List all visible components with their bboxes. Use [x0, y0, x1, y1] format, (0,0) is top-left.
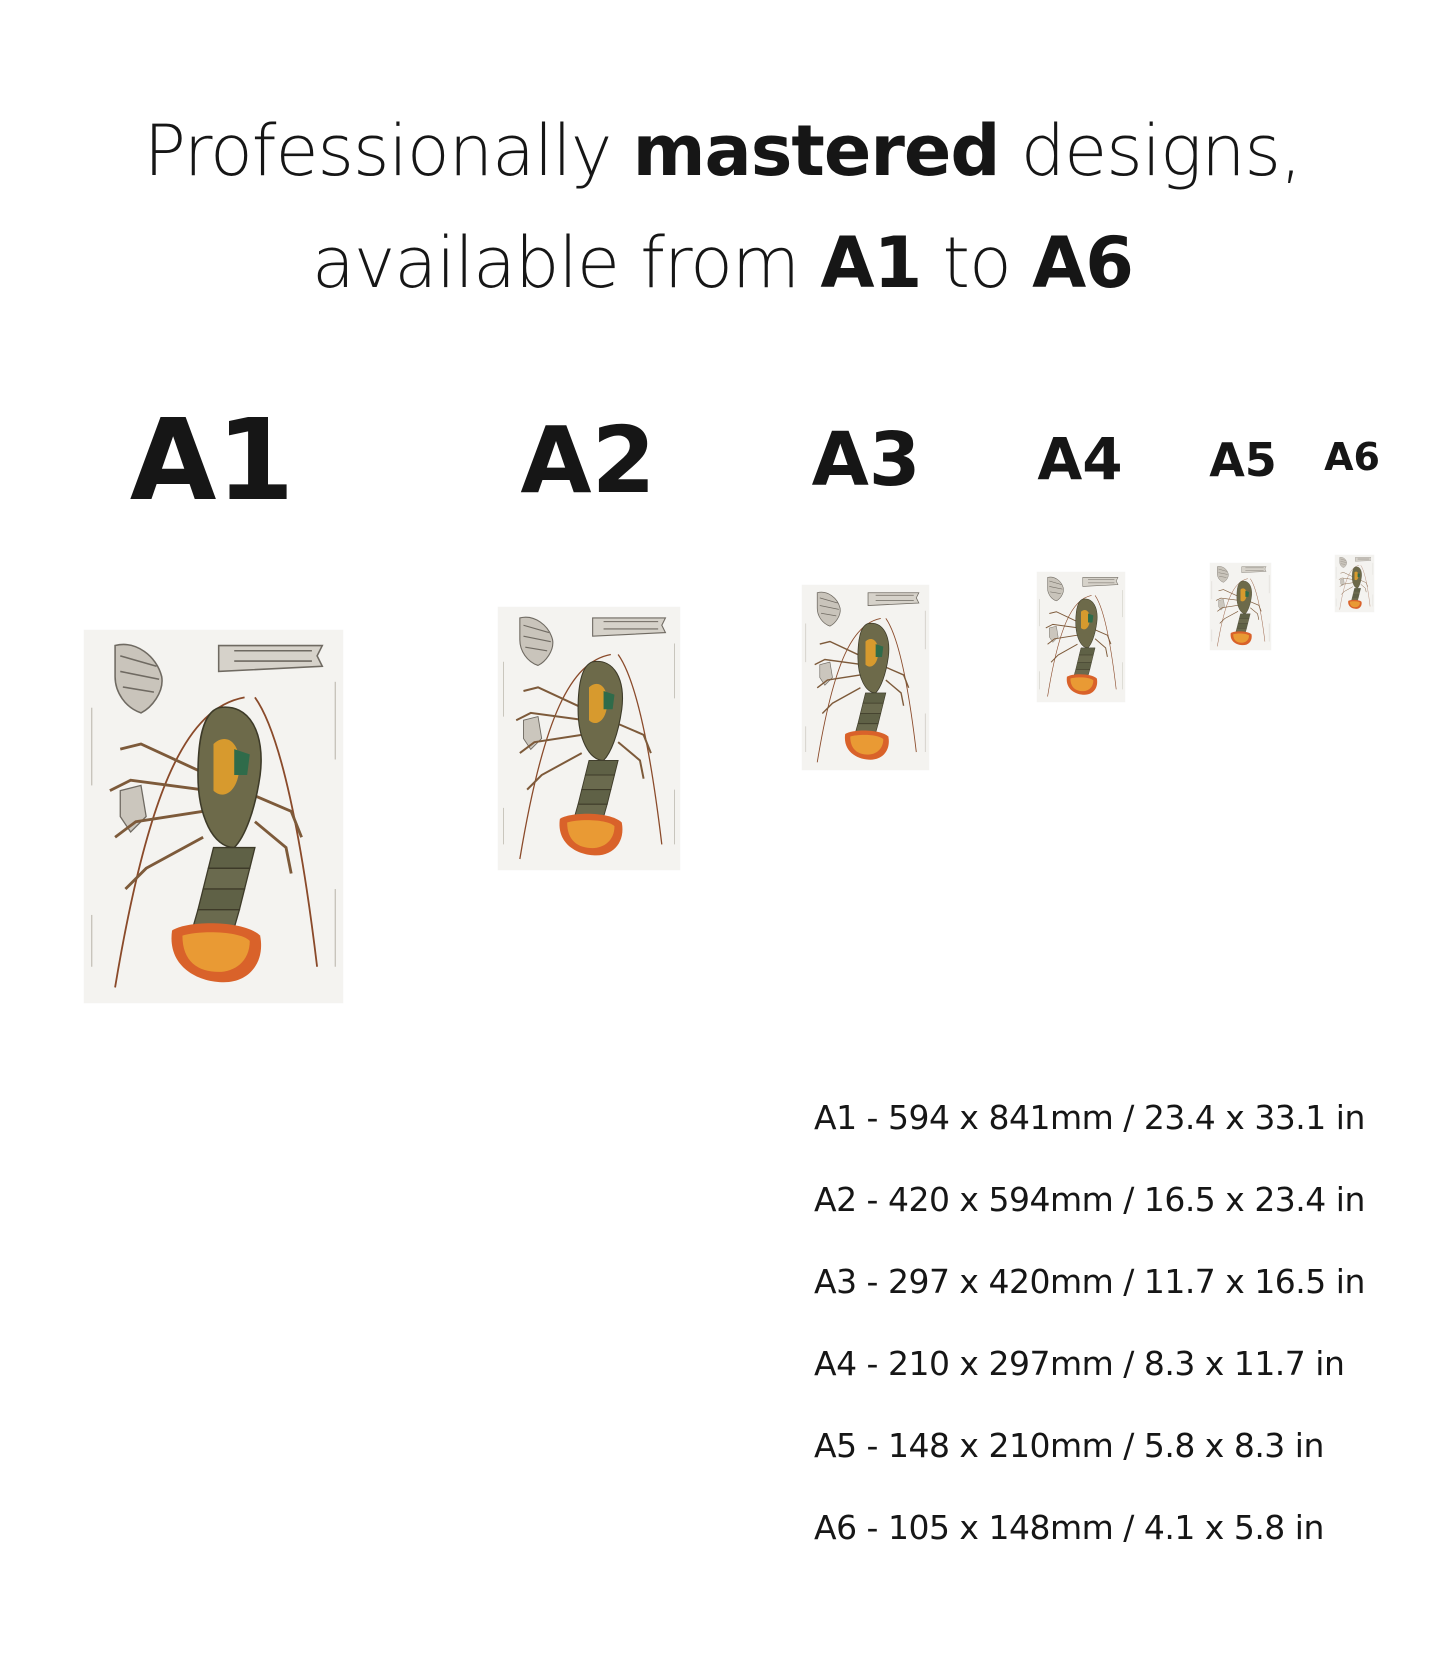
lobster-illustration-icon: [1037, 572, 1125, 702]
poster-a2: [498, 607, 680, 870]
size-specs-list: [814, 1088, 1365, 1580]
size-label-a1: A1: [129, 396, 295, 526]
spec-a2: A2 - 420 x 594mm / 16.5 x 23.4 in: [814, 1180, 1365, 1219]
headline-emphasis: mastered: [632, 110, 1000, 192]
lobster-illustration-icon: [84, 630, 343, 1003]
spec-a4: A4 - 210 x 297mm / 8.3 x 11.7 in: [814, 1344, 1345, 1383]
spec-a6: A6 - 105 x 148mm / 4.1 x 5.8 in: [814, 1508, 1324, 1547]
lobster-illustration-icon: [1335, 555, 1374, 612]
spec-a3: A3 - 297 x 420mm / 11.7 x 16.5 in: [814, 1262, 1365, 1301]
poster-a5: [1210, 563, 1271, 650]
poster-a6: [1335, 555, 1374, 612]
size-label-a3: A3: [811, 417, 921, 503]
headline-text: Professionally: [143, 110, 612, 192]
headline-line-1: [0, 95, 1445, 207]
headline-emphasis: A1: [820, 222, 922, 304]
headline: [0, 95, 1445, 319]
size-label-a4: A4: [1037, 425, 1123, 493]
headline-text: available from: [312, 222, 800, 304]
lobster-illustration-icon: [802, 585, 929, 770]
size-label-a2: A2: [520, 407, 656, 514]
lobster-illustration-icon: [1210, 563, 1271, 650]
size-label-a6: A6: [1324, 435, 1380, 479]
spec-a1: A1 - 594 x 841mm / 23.4 x 33.1 in: [814, 1098, 1365, 1137]
headline-text: designs,: [1020, 110, 1302, 192]
headline-line-2: [0, 207, 1445, 319]
poster-a3: [802, 585, 929, 770]
headline-emphasis: A6: [1032, 222, 1133, 304]
poster-a1: [84, 630, 343, 1003]
poster-a4: [1037, 572, 1125, 702]
size-label-a5: A5: [1209, 433, 1277, 487]
spec-a5: A5 - 148 x 210mm / 5.8 x 8.3 in: [814, 1426, 1324, 1465]
lobster-illustration-icon: [498, 607, 680, 870]
headline-text: to: [942, 222, 1011, 304]
